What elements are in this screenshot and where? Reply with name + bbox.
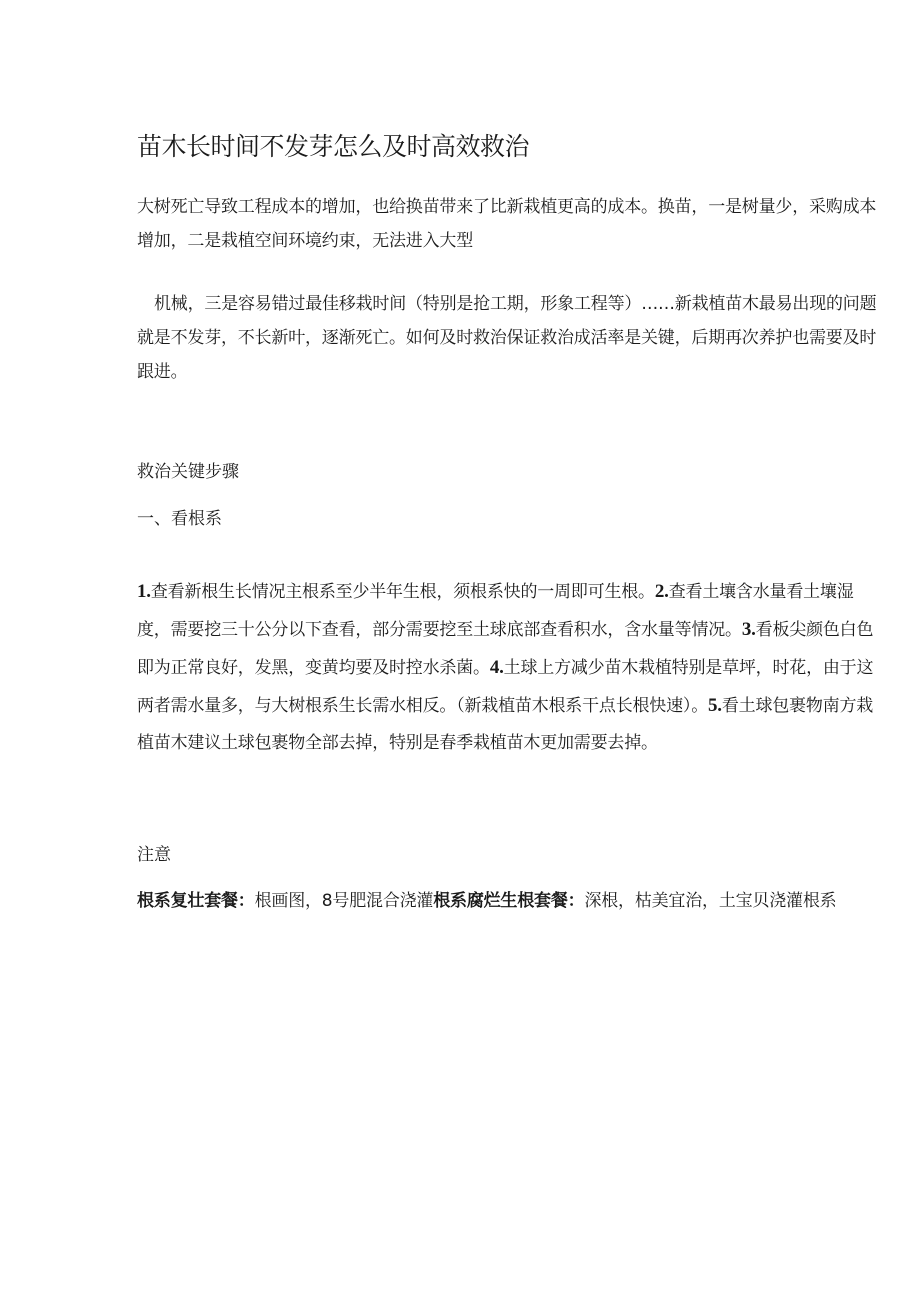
steps-paragraph — [137, 573, 887, 762]
step-text: 看板尖颜色白色即为正常良好，发黑，变黄均要及时控水杀菌。 — [137, 620, 874, 678]
step-number: 4. — [489, 657, 504, 678]
intro-paragraph-1: 大树死亡导致工程成本的增加，也给换苗带来了比新栽植更高的成本。换苗，一是树量少，采购成本增加，二是栽植空间环境约束，无法进入大型 — [137, 197, 877, 251]
intro-paragraph-2 — [137, 287, 887, 389]
note-text-2: 深根，枯美宜治，土宝贝浇灌根系 — [584, 891, 837, 911]
document-title: 苗木长时间不发芽怎么及时高效救治 — [137, 132, 530, 161]
step-text: 土球上方减少苗木栽植特别是草坪，时花，由于这两者需水量多，与大树根系生长需水相反。（新栽植苗木根系干点长根快速）。 — [137, 658, 874, 716]
step-number: 3. — [741, 619, 756, 640]
note-heading: 注意 — [137, 845, 171, 865]
note-keyword-1: 根系复壮套餐： — [137, 891, 255, 911]
intro-paragraph-2-text: 机械，三是容易错过最佳移栽时间（特别是抢工期，形象工程等）……新栽植苗木最易出现的问题就是不发芽，不长新叶，逐渐死亡。如何及时救治保证救治成活率是关键，后期再次养护也需要及时跟进。 — [137, 294, 877, 382]
note-paragraph — [137, 886, 887, 916]
note-keyword-2: 根系腐烂生根套餐： — [433, 891, 585, 911]
section-heading: 救治关键步骤 — [137, 462, 239, 482]
step-text: 查看土壤含水量看土壤湿度，需要挖三十公分以下查看，部分需要挖至土球底部查看积水，含水量等情况。 — [137, 582, 854, 640]
subsection-heading: 一、看根系 — [137, 509, 222, 529]
step-1 — [137, 582, 655, 602]
step-number: 1. — [137, 581, 151, 602]
step-number: 5. — [708, 695, 722, 716]
step-text: 查看新根生长情况主根系至少半年生根，须根系快的一周即可生根。 — [150, 582, 655, 602]
step-text: 看土球包裹物南方栽植苗木建议土球包裹物全部去掉，特别是春季栽植苗木更加需要去掉。 — [137, 696, 874, 753]
note-text-1: 根画图，8号肥混合浇灌 — [254, 891, 434, 911]
step-number: 2. — [654, 581, 669, 602]
